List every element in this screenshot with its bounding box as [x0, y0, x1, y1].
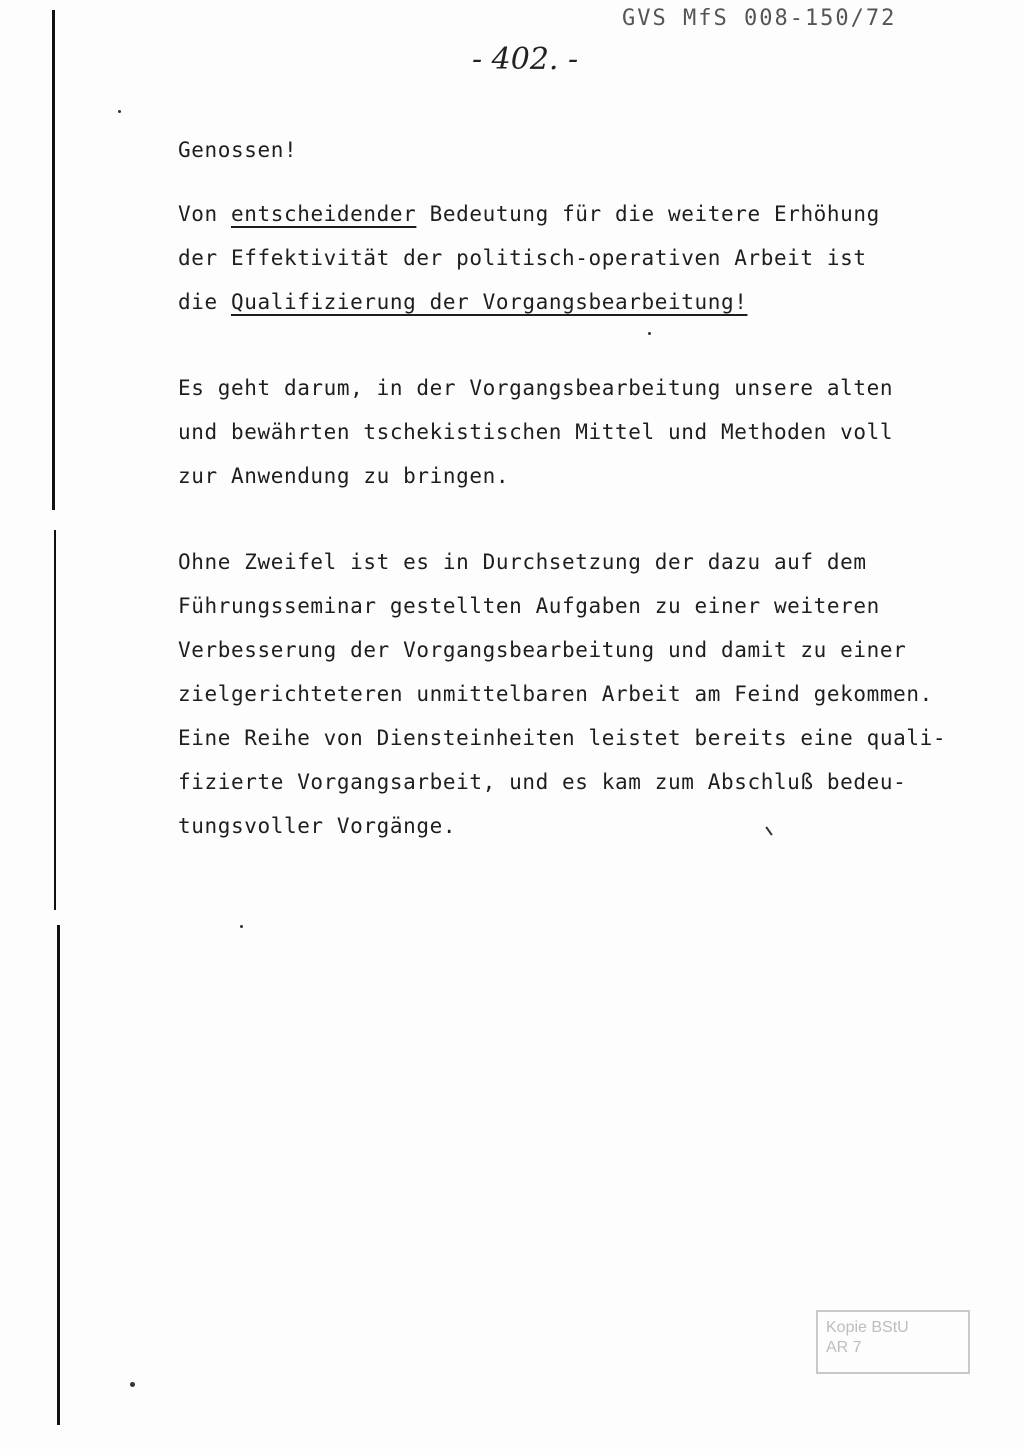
stamp-line: AR 7: [826, 1339, 862, 1356]
text-line: Führungsseminar gestellten Aufgaben zu einer weiteren: [178, 594, 880, 618]
text-line: Eine Reihe von Diensteinheiten leistet bereits eine quali-: [178, 726, 947, 750]
text-line: zur Anwendung zu bringen.: [178, 464, 510, 488]
text-line: Ohne Zweifel ist es in Durchsetzung der dazu auf dem: [178, 550, 867, 574]
text-line: Verbesserung der Vorgangsbearbeitung und damit zu einer: [178, 638, 907, 662]
underlined-text: entscheidender: [230, 202, 417, 226]
binding-mark: [54, 530, 56, 910]
scan-speck: [130, 1382, 135, 1387]
text-line: fizierte Vorgangsarbeit, und es kam zum Abschluß bedeu-: [178, 770, 907, 794]
text-line: der Effektivität der politisch-operativen Arbeit ist: [178, 246, 867, 270]
scan-speck: [118, 110, 121, 113]
text-line: tungsvoller Vorgänge.: [178, 814, 457, 838]
text-line: und bewährten tschekistischen Mittel und Methoden voll: [178, 420, 894, 444]
text-line: [178, 192, 958, 236]
text-line: [178, 280, 958, 324]
reference-number: GVS MfS 008-150/72: [622, 6, 897, 31]
paragraph-3: [178, 540, 958, 848]
page-number: - 402. -: [472, 42, 579, 77]
scan-speck: [648, 332, 651, 335]
paragraph-2: [178, 366, 958, 498]
text-line: zielgerichteteren unmittelbaren Arbeit am Feind gekommen.: [178, 682, 933, 706]
binding-mark: [52, 10, 55, 510]
underlined-text: Qualifizierung der Vorgangsbearbeitung!: [230, 290, 748, 314]
text-line: Es geht darum, in der Vorgangsbearbeitung unsere alten: [178, 376, 894, 400]
document-body: [178, 128, 958, 890]
text-span: Von: [178, 202, 231, 226]
paragraph-1: [178, 192, 958, 324]
archive-stamp: [816, 1310, 970, 1374]
text-span: die: [178, 290, 231, 314]
stamp-line: Kopie BStU: [826, 1319, 909, 1336]
salutation: Genossen!: [178, 138, 298, 162]
scan-speck: [240, 925, 243, 928]
binding-mark: [57, 925, 60, 1425]
text-span: Bedeutung für die weitere Erhöhung: [416, 202, 880, 226]
